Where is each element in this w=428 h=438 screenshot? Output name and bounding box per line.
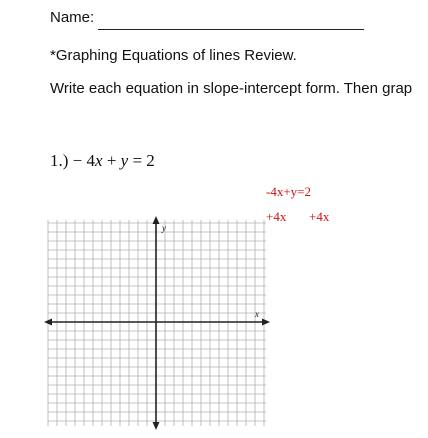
grid-lines bbox=[48, 220, 266, 426]
equation-plus: + bbox=[102, 151, 121, 170]
instructions-text: Write each equation in slope-intercept form. Then grap bbox=[50, 80, 413, 97]
x-axis-label: x bbox=[255, 309, 259, 319]
equation-rhs: = 2 bbox=[128, 151, 155, 170]
y-axis-arrow-up bbox=[153, 216, 160, 224]
problem-1 bbox=[50, 151, 155, 171]
name-label: Name: bbox=[50, 9, 95, 26]
equation-var-y: y bbox=[120, 151, 129, 170]
y-axis-arrow-down bbox=[153, 422, 160, 430]
x-axis-arrow-right bbox=[262, 319, 270, 326]
name-blank-line[interactable] bbox=[98, 29, 364, 30]
handwritten-work-add-left: +4x bbox=[266, 209, 287, 224]
handwritten-work-line-1: -4x+y=2 bbox=[266, 184, 311, 199]
name-row bbox=[50, 9, 94, 26]
equation-coefficient: − 4 bbox=[72, 151, 96, 170]
handwritten-work-add-right: +4x bbox=[309, 209, 330, 224]
equation-var-x: x bbox=[95, 151, 103, 170]
axes bbox=[44, 216, 270, 430]
y-axis-label: y bbox=[162, 223, 166, 233]
problem-number: 1.) bbox=[50, 151, 69, 170]
coordinate-grid[interactable] bbox=[44, 216, 270, 430]
worksheet-title: *Graphing Equations of lines Review. bbox=[50, 47, 297, 64]
